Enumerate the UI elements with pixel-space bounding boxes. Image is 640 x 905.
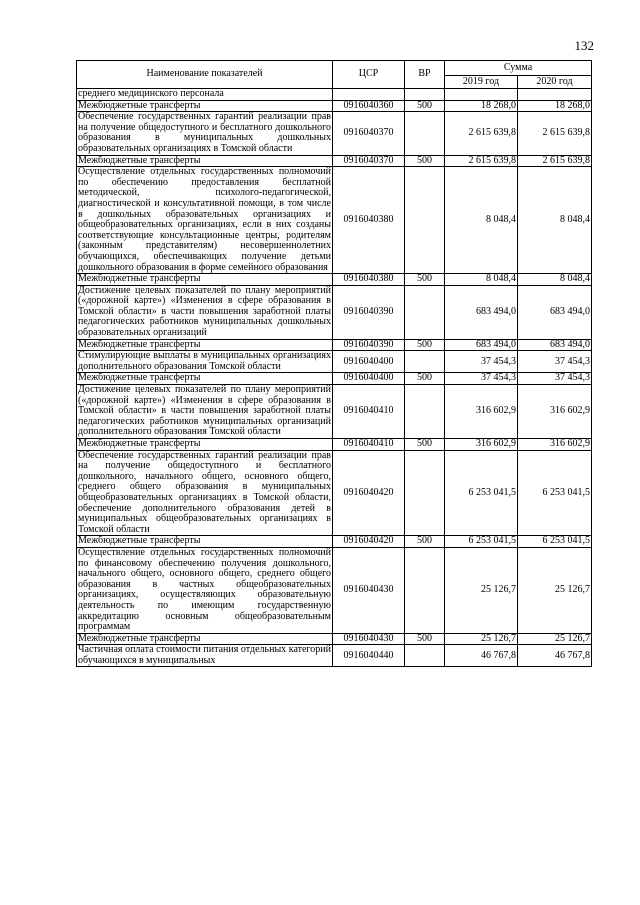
row-amount-2020: 25 126,7 bbox=[518, 547, 592, 633]
header-year-2019: 2019 год bbox=[445, 76, 518, 89]
table-row bbox=[77, 536, 592, 548]
row-amount-2019 bbox=[445, 89, 518, 101]
header-sum: Сумма bbox=[445, 61, 592, 76]
table-row bbox=[77, 439, 592, 451]
row-amount-2019: 683 494,0 bbox=[445, 285, 518, 339]
row-amount-2020: 2 615 639,8 bbox=[518, 112, 592, 155]
row-vr: 500 bbox=[405, 439, 445, 451]
row-amount-2020 bbox=[518, 89, 592, 101]
row-vr: 500 bbox=[405, 155, 445, 167]
row-csr: 0916040370 bbox=[333, 155, 405, 167]
row-vr bbox=[405, 167, 445, 274]
row-amount-2019: 6 253 041,5 bbox=[445, 450, 518, 536]
row-amount-2019: 37 454,3 bbox=[445, 373, 518, 385]
row-csr: 0916040370 bbox=[333, 112, 405, 155]
row-amount-2019: 316 602,9 bbox=[445, 439, 518, 451]
row-csr: 0916040430 bbox=[333, 633, 405, 645]
row-amount-2020: 8 048,4 bbox=[518, 274, 592, 286]
row-vr bbox=[405, 112, 445, 155]
table-row bbox=[77, 339, 592, 351]
row-amount-2020: 25 126,7 bbox=[518, 633, 592, 645]
row-amount-2019: 683 494,0 bbox=[445, 339, 518, 351]
table-row bbox=[77, 633, 592, 645]
row-amount-2019: 8 048,4 bbox=[445, 274, 518, 286]
row-vr bbox=[405, 285, 445, 339]
row-amount-2020: 316 602,9 bbox=[518, 385, 592, 439]
row-amount-2020: 316 602,9 bbox=[518, 439, 592, 451]
row-name: Межбюджетные трансферты bbox=[77, 439, 333, 451]
header-vr: ВР bbox=[405, 61, 445, 89]
row-csr: 0916040400 bbox=[333, 351, 405, 373]
row-amount-2020: 683 494,0 bbox=[518, 285, 592, 339]
row-amount-2020: 683 494,0 bbox=[518, 339, 592, 351]
header-year-2020: 2020 год bbox=[518, 76, 592, 89]
row-csr: 0916040380 bbox=[333, 167, 405, 274]
row-name: Осуществление отдельных государственных полномочий по обеспечению предоставления бесплатной методической, психолого-педагогической, диагностической и консультативной помощи, в том числе в дошкольных образовательных организациях и общеобразовательных организациях, если в них созданы соответствующие консультационные центры, родителям (законным представителям) несовершеннолетних обучающихся, обеспечивающих получение детьми дошкольного образования в форме семейного образования bbox=[78, 166, 331, 273]
row-amount-2019: 8 048,4 bbox=[445, 167, 518, 274]
table-row bbox=[77, 285, 592, 339]
table-row bbox=[77, 385, 592, 439]
row-csr: 0916040430 bbox=[333, 547, 405, 633]
table-row bbox=[77, 373, 592, 385]
row-vr: 500 bbox=[405, 633, 445, 645]
page-number: 132 bbox=[574, 38, 594, 53]
row-amount-2020: 46 767,8 bbox=[518, 645, 592, 667]
row-amount-2020: 6 253 041,5 bbox=[518, 536, 592, 548]
row-csr: 0916040440 bbox=[333, 645, 405, 667]
row-amount-2020: 37 454,3 bbox=[518, 351, 592, 373]
row-amount-2020: 18 268,0 bbox=[518, 100, 592, 112]
table-header bbox=[77, 61, 592, 89]
row-vr: 500 bbox=[405, 339, 445, 351]
row-name: Частичная оплата стоимости питания отдельных категорий обучающихся в муниципальных bbox=[78, 644, 331, 666]
table-row bbox=[77, 351, 592, 373]
row-name: Межбюджетные трансферты bbox=[77, 536, 333, 548]
table-row bbox=[77, 547, 592, 633]
row-vr bbox=[405, 89, 445, 101]
header-name: Наименование показателей bbox=[77, 61, 333, 89]
row-amount-2019: 37 454,3 bbox=[445, 351, 518, 373]
row-name: среднего медицинского персонала bbox=[77, 89, 333, 101]
table-body bbox=[77, 89, 592, 667]
row-csr: 0916040380 bbox=[333, 274, 405, 286]
row-amount-2019: 25 126,7 bbox=[445, 547, 518, 633]
row-csr: 0916040410 bbox=[333, 385, 405, 439]
row-vr bbox=[405, 351, 445, 373]
table-row bbox=[77, 89, 592, 101]
row-csr: 0916040410 bbox=[333, 439, 405, 451]
row-name: Межбюджетные трансферты bbox=[77, 633, 333, 645]
row-csr: 0916040390 bbox=[333, 339, 405, 351]
row-vr: 500 bbox=[405, 536, 445, 548]
row-csr: 0916040390 bbox=[333, 285, 405, 339]
row-amount-2020: 2 615 639,8 bbox=[518, 155, 592, 167]
table-row bbox=[77, 155, 592, 167]
row-name: Межбюджетные трансферты bbox=[77, 373, 333, 385]
row-amount-2019: 46 767,8 bbox=[445, 645, 518, 667]
header-csr: ЦСР bbox=[333, 61, 405, 89]
table-row bbox=[77, 274, 592, 286]
row-amount-2019: 25 126,7 bbox=[445, 633, 518, 645]
row-vr: 500 bbox=[405, 373, 445, 385]
row-name: Обеспечение государственных гарантий реализации прав на получение общедоступного и бесплатного дошкольного образования в муниципальных дошкольных образовательных организациях в Томской области bbox=[78, 111, 331, 154]
row-csr: 0916040420 bbox=[333, 536, 405, 548]
row-amount-2019: 6 253 041,5 bbox=[445, 536, 518, 548]
row-amount-2020: 6 253 041,5 bbox=[518, 450, 592, 536]
row-name: Осуществление отдельных государственных полномочий по финансовому обеспечению получения дошкольного, начального общего, основного общего, среднего общего образования в частных общеобразовательных организациях, осуществляющих образовательную деятельность по имеющим государственную аккредитацию основным общеобразовательным программам bbox=[78, 546, 331, 633]
row-csr bbox=[333, 89, 405, 101]
row-vr bbox=[405, 450, 445, 536]
row-vr: 500 bbox=[405, 100, 445, 112]
table-row bbox=[77, 645, 592, 667]
budget-table bbox=[76, 60, 592, 667]
table-row bbox=[77, 167, 592, 274]
row-vr: 500 bbox=[405, 274, 445, 286]
table-row bbox=[77, 112, 592, 155]
row-name: Обеспечение государственных гарантий реализации прав на получение общедоступного и бесплатного дошкольного, начального общего, основного общего, среднего общего образования в муниципальных общеобразовательных организациях в Томской области, обеспечение дополнительного образования детей в муниципальных общеобразовательных организациях в Томской области bbox=[78, 449, 331, 535]
row-csr: 0916040420 bbox=[333, 450, 405, 536]
row-amount-2019: 316 602,9 bbox=[445, 385, 518, 439]
row-name: Стимулирующие выплаты в муниципальных организациях дополнительного образования Томской области bbox=[78, 350, 331, 372]
row-name: Достижение целевых показателей по плану мероприятий («дорожной карте») «Изменения в сфере образования в Томской области» в части повышения заработной платы педагогических работников муниципальных организаций дополнительного образования Томской области bbox=[78, 384, 331, 438]
row-amount-2020: 8 048,4 bbox=[518, 167, 592, 274]
row-vr bbox=[405, 645, 445, 667]
row-name: Межбюджетные трансферты bbox=[77, 274, 333, 286]
row-name: Межбюджетные трансферты bbox=[77, 339, 333, 351]
row-amount-2019: 18 268,0 bbox=[445, 100, 518, 112]
table-row bbox=[77, 450, 592, 536]
row-name: Межбюджетные трансферты bbox=[77, 100, 333, 112]
row-amount-2019: 2 615 639,8 bbox=[445, 155, 518, 167]
row-csr: 0916040360 bbox=[333, 100, 405, 112]
row-name: Межбюджетные трансферты bbox=[77, 155, 333, 167]
row-amount-2020: 37 454,3 bbox=[518, 373, 592, 385]
row-amount-2019: 2 615 639,8 bbox=[445, 112, 518, 155]
table-row bbox=[77, 100, 592, 112]
row-name: Достижение целевых показателей по плану мероприятий («дорожной карте») «Изменения в сфере образования в Томской области» в части повышения заработной платы педагогических работников муниципальных дошкольных образовательных организаций bbox=[78, 284, 331, 339]
row-csr: 0916040400 bbox=[333, 373, 405, 385]
row-vr bbox=[405, 547, 445, 633]
row-vr bbox=[405, 385, 445, 439]
